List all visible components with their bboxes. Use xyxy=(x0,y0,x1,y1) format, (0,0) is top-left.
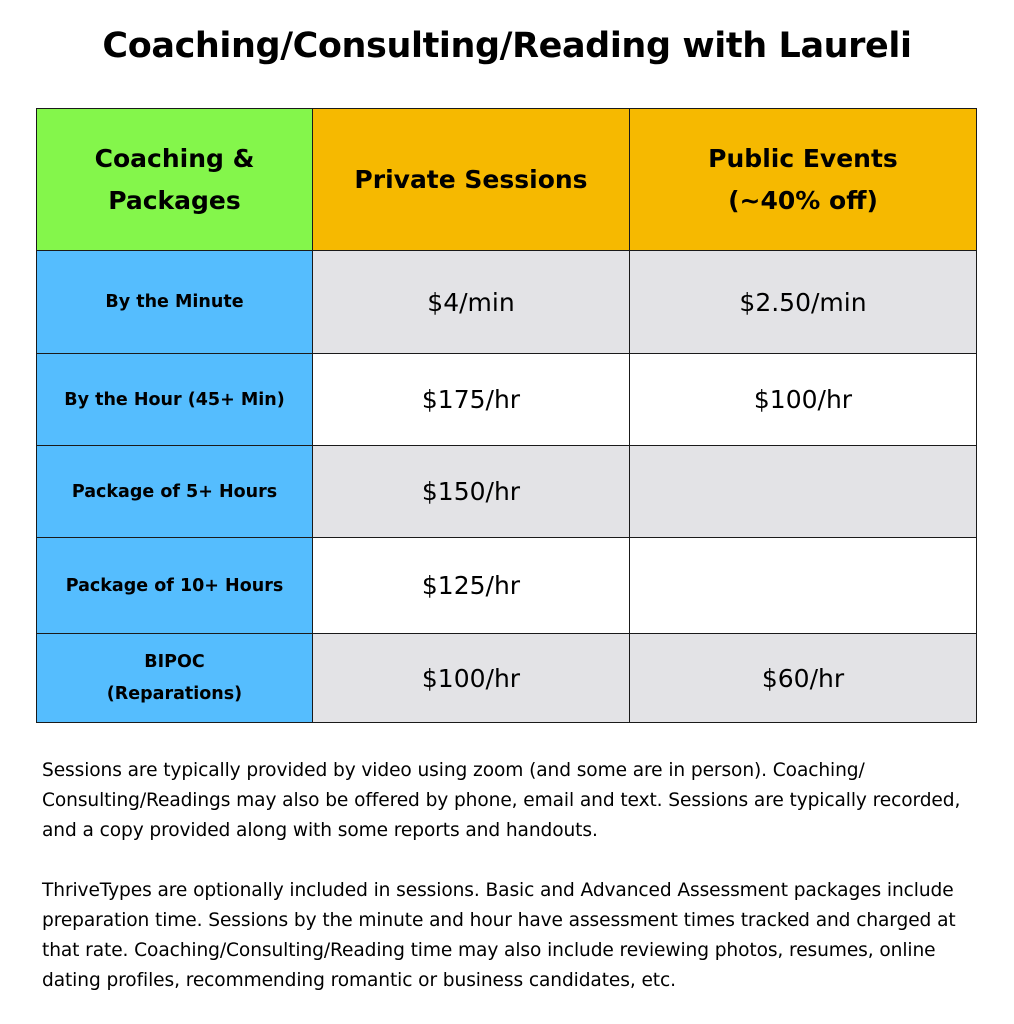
row-label: Package of 5+ Hours xyxy=(37,446,313,538)
public-price xyxy=(630,446,977,538)
notes-paragraph: Sessions are typically provided by video using zoom (and some are in person). Coaching/ Consulting/Readings may also be offered by phone, email and text. Sessions are typically recorded, and a copy provided along with some reports and handouts. xyxy=(42,760,961,841)
notes-section xyxy=(42,756,992,996)
header-coaching-line2: Packages xyxy=(108,185,241,215)
table-row xyxy=(37,251,977,354)
table-row xyxy=(37,634,977,723)
header-coaching-line1: Coaching & xyxy=(94,143,255,173)
table-header-row xyxy=(37,109,977,251)
header-public-line2: (~40% off) xyxy=(728,185,878,215)
private-price: $4/min xyxy=(313,251,630,354)
notes-paragraph: ThriveTypes are optionally included in sessions. Basic and Advanced Assessment packages include preparation time. Sessions by the minute and hour have assessment times tracked and charged at that rate. Coaching/Consulting/Reading time may also include reviewing photos, resumes, online dating profiles, recommending romantic or business candidates, etc. xyxy=(42,880,956,991)
header-private-sessions: Private Sessions xyxy=(313,109,630,251)
public-price: $2.50/min xyxy=(630,251,977,354)
table-row xyxy=(37,354,977,446)
row-label-line1: BIPOC xyxy=(144,652,205,672)
header-coaching-packages xyxy=(37,109,313,251)
header-public-line1: Public Events xyxy=(708,143,898,173)
page-title: Coaching/Consulting/Reading with Laureli xyxy=(102,26,912,66)
private-price: $150/hr xyxy=(313,446,630,538)
header-public-events xyxy=(630,109,977,251)
row-label: By the Minute xyxy=(37,251,313,354)
row-label: Package of 10+ Hours xyxy=(37,538,313,634)
table-row xyxy=(37,446,977,538)
public-price: $100/hr xyxy=(630,354,977,446)
private-price: $175/hr xyxy=(313,354,630,446)
public-price: $60/hr xyxy=(630,634,977,723)
row-label-line2: (Reparations) xyxy=(106,684,243,704)
pricing-table xyxy=(36,108,977,723)
public-price xyxy=(630,538,977,634)
row-label-bipoc xyxy=(37,634,313,723)
table-row xyxy=(37,538,977,634)
private-price: $125/hr xyxy=(313,538,630,634)
row-label: By the Hour (45+ Min) xyxy=(37,354,313,446)
private-price: $100/hr xyxy=(313,634,630,723)
